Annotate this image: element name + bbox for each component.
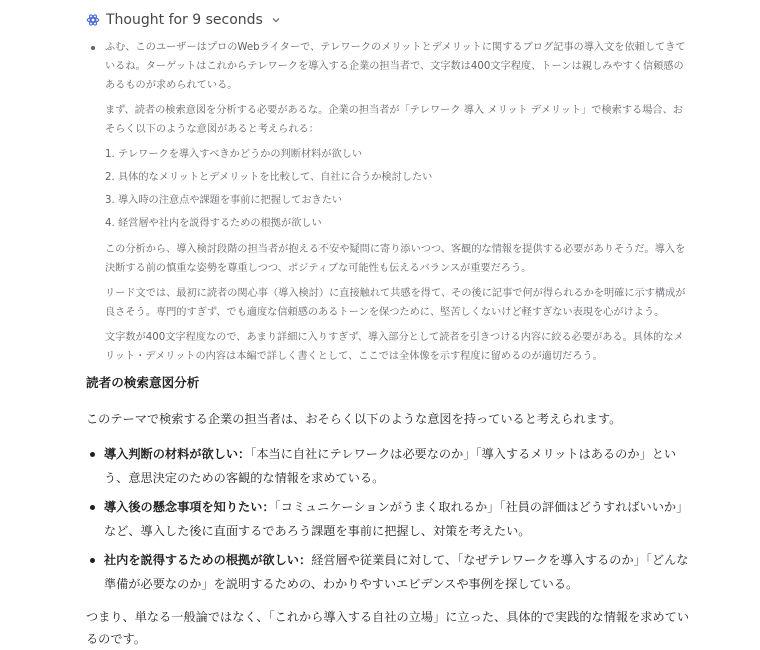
- spark-icon: [86, 13, 100, 27]
- list-item: [86, 548, 690, 596]
- thoughts-panel: [86, 38, 690, 372]
- list-item: 1. テレワークを導入すべきかどうかの判断材料が欲しい: [105, 149, 363, 160]
- thought-paragraph: 文字数が400文字程度なので、あまり詳細に入りすぎず、導入部分として読者を引きつける内容に絞る必要がある。具体的なメリット・デメリットの内容は本編で詳しく書くとして、ここでは全体像を示す程度に留めるのが適切だろう。: [105, 332, 684, 362]
- chevron-down-icon[interactable]: [271, 15, 281, 25]
- answer-body: [86, 372, 690, 650]
- answer-heading: 読者の検索意図分析: [86, 375, 200, 390]
- thought-paragraph: リード文では、最初に読者の関心事（導入検討）に直接触れて共感を得て、その後に記事で何が得られるかを明確に示す構成が良さそう。専門的すぎず、でも適度な信頼感のあるトーンを保つために、堅苦しくないけど軽すぎない表現を心がけよう。: [105, 288, 686, 318]
- item-title: 社内を説得するための根拠が欲しい：: [104, 553, 312, 567]
- thought-list: [86, 145, 690, 234]
- answer-intro: このテーマで検索する企業の担当者は、おそらく以下のような意図を持っていると考えられます。: [86, 412, 622, 426]
- item-text: 「コミュニケーションがうまく取れるか」「社員の評価はどうすればいいか」など、導入した後に直面するであろう課題を事前に把握し、対策を考えたい。: [104, 500, 689, 538]
- thought-paragraph: まず、読者の検索意図を分析する必要があるな。企業の担当者が「テレワーク 導入 メリット デメリット」で検索する場合、おそらく以下のような意図があると考えられる：: [105, 105, 683, 135]
- item-title: 導入後の懸念事項を知りたい：: [104, 500, 275, 514]
- item-text: 経営層や従業員に対して、「なぜテレワークを導入するのか」「どんな準備が必要なのか」を説明するための、わかりやすいエビデンスや事例を探している。: [104, 553, 689, 591]
- thought-label: Thought for 9 seconds: [106, 12, 263, 28]
- list-item: [86, 442, 690, 490]
- item-title: 導入判断の材料が欲しい：: [104, 447, 251, 461]
- list-item: 4. 経営層や社内を説得するための根拠が欲しい: [105, 218, 322, 229]
- thought-toggle[interactable]: [86, 12, 281, 28]
- thought-paragraph: この分析から、導入検討段階の担当者が抱える不安や疑問に寄り添いつつ、客観的な情報を提供する必要がありそうだ。導入を決断する前の慎重な姿勢を尊重しつつ、ポジティブな可能性も伝えるバランスが重要だろう。: [105, 244, 686, 274]
- item-text: 「本当に自社にテレワークは必要なのか」「導入するメリットはあるのか」という、意思決定のための客観的な情報を求めている。: [104, 447, 677, 485]
- answer-conclusion: つまり、単なる一般論ではなく、「これから導入する自社の立場」に立った、具体的で実践的な情報を求めているのです。: [86, 610, 690, 646]
- thought-paragraph: ふむ、このユーザーはプロのWebライターで、テレワークのメリットとデメリットに関するブログ記事の導入文を依頼してきているね。ターゲットはこれからテレワークを導入する企業の担当者で、文字数は400文字程度、トーンは親しみやすく信頼感のあるものが求められている。: [86, 38, 690, 95]
- list-item: 3. 導入時の注意点や課題を事前に把握しておきたい: [105, 195, 343, 206]
- list-item: [86, 495, 690, 543]
- list-item: 2. 具体的なメリットとデメリットを比較して、自社に合うか検討したい: [105, 172, 433, 183]
- intent-list: [86, 442, 690, 596]
